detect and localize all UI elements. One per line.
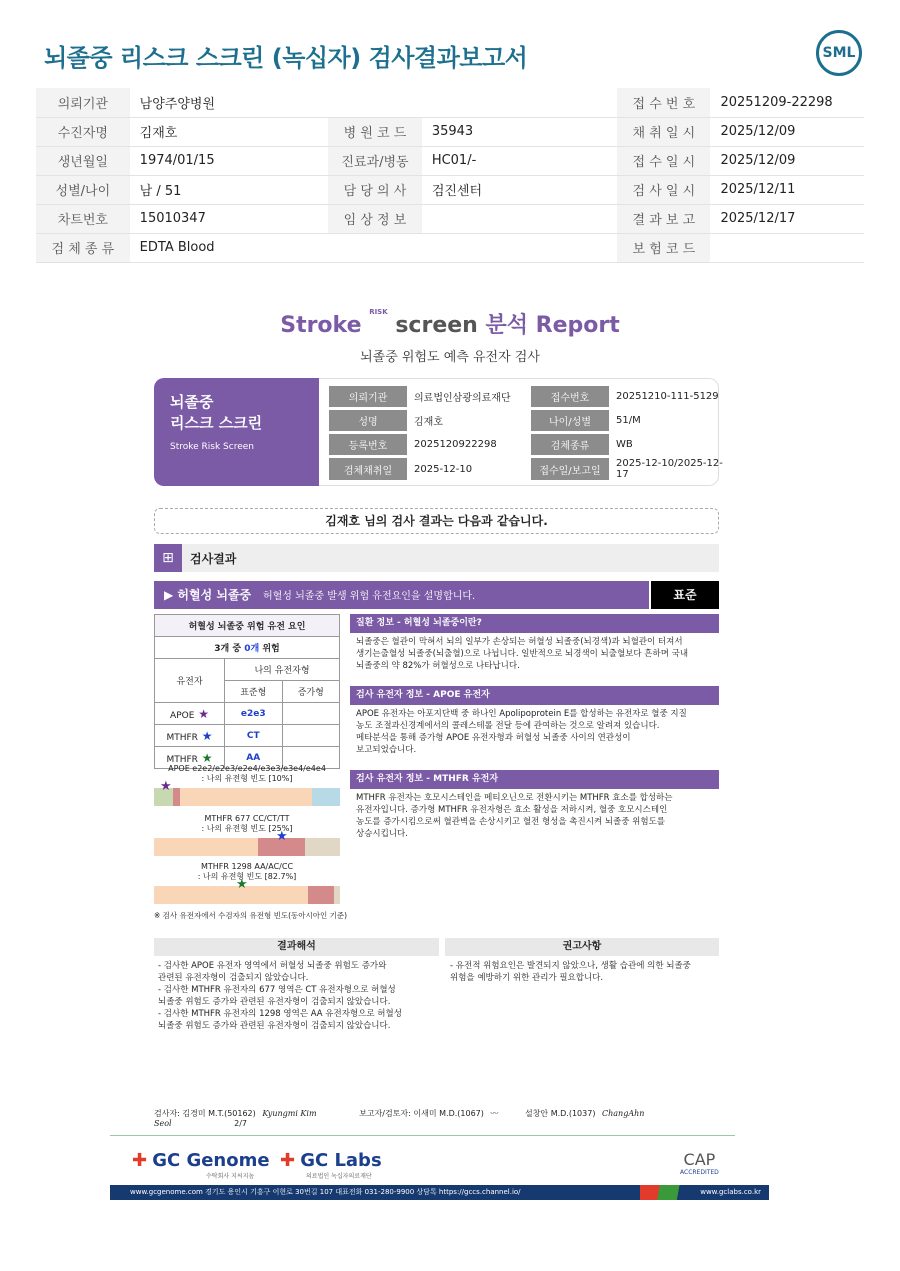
gene-name-cell [155, 703, 225, 725]
summary-post: 위험 [262, 644, 280, 654]
info-value: 2025-12-10/2025-12-17 [616, 458, 723, 480]
header-label [328, 233, 422, 262]
header-value [422, 88, 617, 117]
header-row [36, 117, 864, 146]
brand-stroke: Stroke [280, 313, 362, 338]
gene-risk-table [154, 614, 340, 769]
ischemic-stroke-title: ▶ 허혈성 뇌졸중 [164, 588, 252, 602]
footer-divider [110, 1135, 735, 1136]
genotype-increased [282, 725, 340, 747]
info-panel-line: 메타분석을 통해 증가형 APOE 유전자형과 허혈성 뇌졸중 사이의 연관성이 [356, 733, 631, 743]
gc-cross-icon: ✚ [132, 1150, 148, 1171]
info-panel-line: 생기는출혈성 뇌졸중(뇌출혈)으로 나뉩니다. 일반적으로 뇌경색이 뇌출혈보다 흔하며 국내 [356, 649, 689, 659]
info-panel-line: 농도 조절과신경계에서의 콜레스테롤 전달 등에 관여하는 것으로 알려져 있습니다. [356, 721, 660, 731]
star-icon: ★ [197, 728, 213, 743]
page-number: 2/7 [234, 1119, 248, 1128]
info-row [329, 386, 730, 407]
header-value: 2025/12/09 [710, 117, 864, 146]
recommendation-line: - 유전적 위험요인은 발견되지 않았으나, 생활 습관에 의한 뇌졸중 [450, 961, 691, 971]
info-value: 2025-12-10 [414, 463, 473, 475]
panel-title-1: 뇌졸중 [170, 393, 214, 411]
gene-name: MTHFR [166, 732, 198, 743]
patient-header-table [36, 88, 864, 263]
gc-labs-sub: 의료법인 녹십자의료재단 [306, 1173, 372, 1180]
reviewer2-signature: ChangAhn Seol [154, 1109, 645, 1128]
header-label: 검 체 종 류 [36, 233, 130, 262]
folder-plus-icon: ⊞ [154, 544, 182, 572]
standard-badge: 표준 [651, 581, 719, 609]
header-value: 15010347 [130, 204, 328, 233]
report-subtitle: 뇌졸중 위험도 예측 유전자 검사 [360, 350, 540, 365]
header-label: 성별/나이 [36, 175, 130, 204]
header-value: 2025/12/11 [710, 175, 864, 204]
genotype-standard: AA [225, 747, 283, 769]
interpretation-text [158, 960, 438, 1032]
header-value: 1974/01/15 [130, 146, 328, 175]
frequency-bar-segment [173, 788, 180, 806]
gene-name: MTHFR [166, 754, 198, 765]
frequency-label: APOE e2e2/e2e3/e2e4/e3e3/e3e4/e4e4 [168, 764, 326, 773]
header-label: 접 수 번 호 [617, 88, 710, 117]
header-label: 검 사 일 시 [617, 175, 710, 204]
header-value: HC01/- [422, 146, 617, 175]
gene-table-summary [155, 637, 340, 659]
summary-count: 0개 [244, 644, 260, 654]
frequency-bar-segment [308, 886, 334, 904]
interpretation-line: - 검사한 APOE 유전자 영역에서 허혈성 뇌졸중 위험도 증가와 [158, 961, 387, 971]
frequency-note: ※ 검사 유전자에서 수검자의 유전형 빈도(동아시아인 기준) [154, 911, 348, 920]
info-panel-text [356, 792, 720, 840]
ischemic-stroke-desc: 허혈성 뇌졸중 발생 위험 유전요인을 설명합니다. [262, 591, 476, 602]
frequency-bar-segment [180, 788, 312, 806]
stroke-risk-panel [154, 378, 319, 486]
sml-logo: SML [816, 30, 862, 76]
recommendation-text [450, 960, 720, 984]
header-label: 진료과/병동 [328, 146, 422, 175]
cap-text: CAP [683, 1150, 716, 1169]
header-label: 채 취 일 시 [617, 117, 710, 146]
signature-row [154, 1108, 724, 1128]
header-row [36, 88, 864, 117]
info-value: 2025120922298 [414, 439, 497, 450]
frequency-value: : 나의 유전형 빈도 [82.7%] [197, 872, 297, 881]
header-row [36, 146, 864, 175]
header-row [36, 233, 864, 262]
info-panel-line: MTHFR 유전자는 호모시스테인을 메티오닌으로 전환시키는 MTHFR 효소를 합성하는 [356, 793, 673, 803]
star-icon: ★ [276, 829, 288, 844]
header-label: 보 험 코 드 [617, 233, 710, 262]
header-value: 남 / 51 [130, 175, 328, 204]
info-value: 의료법인삼광의료재단 [414, 393, 511, 404]
reviewer-signature: 〰 [490, 1109, 499, 1118]
frequency-value: : 나의 유전형 빈도 [10%] [201, 774, 293, 783]
col-increased: 증가형 [282, 681, 340, 703]
genotype-standard: CT [225, 725, 283, 747]
reviewer2-name: 설창안 M.D.(1037) [524, 1109, 596, 1118]
header-value: 남양주양병원 [130, 88, 328, 117]
info-label: 나이/성별 [531, 410, 609, 431]
star-icon: ★ [160, 779, 172, 794]
gene-name-cell [155, 725, 225, 747]
info-panel-header: 검사 유전자 정보 - MTHFR 유전자 [350, 770, 719, 789]
header-label: 병 원 코 드 [328, 117, 422, 146]
info-panel-line: 농도를 증가시킴으로써 혈관벽을 손상시키고 혈전 형성을 촉진시켜 뇌졸중 위험도를 [356, 817, 666, 827]
header-row [36, 204, 864, 233]
reviewer-name: 보고자/검토자: 이새미 M.D.(1067) [359, 1109, 484, 1118]
header-label: 임 상 정 보 [328, 204, 422, 233]
header-value: 김재호 [130, 117, 328, 146]
recommendation-title: 권고사항 [445, 938, 719, 956]
info-panel-text [356, 708, 720, 756]
frequency-bar-segment [334, 886, 340, 904]
gene-name: APOE [170, 710, 195, 721]
header-value [710, 233, 864, 262]
info-panel-text [356, 636, 720, 672]
gc-labs-text: GC Labs [300, 1150, 382, 1171]
info-label: 검체종류 [531, 434, 609, 455]
header-label: 수진자명 [36, 117, 130, 146]
info-label: 접수일/보고일 [531, 458, 609, 480]
result-message: 김재호 님의 검사 결과는 다음과 같습니다. [154, 508, 719, 534]
star-icon: ★ [236, 877, 248, 892]
header-value: 2025/12/17 [710, 204, 864, 233]
info-label: 접수번호 [531, 386, 609, 407]
frequency-label: MTHFR 677 CC/CT/TT [204, 814, 290, 823]
interpretation-line: 뇌졸중 위험도 증가와 관련된 유전자형이 검출되지 않았습니다. [158, 997, 391, 1007]
info-panel-header: 질환 정보 - 허혈성 뇌졸중이란? [350, 614, 719, 633]
frequency-bar-segment [312, 788, 340, 806]
gc-cross-icon: ✚ [280, 1150, 296, 1171]
tester-name: 검사자: 김경미 M.T.(50162) [154, 1109, 256, 1118]
header-row [36, 175, 864, 204]
header-label [328, 88, 422, 117]
info-label: 등록번호 [329, 434, 407, 455]
brand-report: 분석 Report [485, 313, 620, 338]
ischemic-stroke-bar [154, 581, 649, 609]
brand-risk: RISK [369, 308, 388, 316]
cap-sub: ACCREDITED [680, 1169, 719, 1176]
report-title: 뇌졸중 리스크 스크린 (녹십자) 검사결과보고서 [44, 44, 528, 72]
header-value [422, 204, 617, 233]
header-label: 생년월일 [36, 146, 130, 175]
info-value: 20251210-111-5129 [616, 391, 719, 402]
header-label: 접 수 일 시 [617, 146, 710, 175]
interpretation-line: - 검사한 MTHFR 유전자의 1298 영역은 AA 유전자형으로 허혈성 [158, 1009, 402, 1019]
info-row [329, 458, 730, 480]
star-icon: ★ [197, 750, 213, 765]
info-panel-line: 상승시킵니다. [356, 829, 408, 839]
panel-title-2: 리스크 스크린 [170, 414, 263, 432]
frequency-label: MTHFR 1298 AA/AC/CC [200, 862, 294, 871]
footer-site: www.gclabs.co.kr [640, 1185, 769, 1200]
frequency-bar-segment [305, 838, 340, 856]
gc-genome-text: GC Genome [152, 1150, 270, 1171]
header-label: 의뢰기관 [36, 88, 130, 117]
info-panel-line: APOE 유전자는 아포지단백 중 하나인 Apolipoprotein E를 합성하는 유전자로 혈중 지질 [356, 709, 687, 719]
info-panel-line: 유전자입니다. 증가형 MTHFR 유전자형은 효소 활성을 저하시켜, 혈중 호모시스테인 [356, 805, 668, 815]
interpretation-line: - 검사한 MTHFR 유전자의 677 영역은 CT 유전자형으로 허혈성 [158, 985, 396, 995]
section-bar [154, 544, 719, 572]
footer-address: www.gcgenome.com 경기도 용인시 기흥구 이현로 30번길 107 대표전화 031-280-9900 상담톡 https://gccs.channel.io/ [130, 1188, 521, 1196]
gene-row [155, 725, 340, 747]
header-value [422, 233, 617, 262]
info-value: WB [616, 439, 633, 450]
info-row [329, 434, 730, 455]
info-panel-line: 뇌졸중은 혈관이 막혀서 뇌의 일부가 손상되는 허혈성 뇌졸중(뇌경색)과 뇌혈관이 터져서 [356, 637, 683, 647]
gc-genome-logo [132, 1150, 270, 1180]
info-value: 51/M [616, 415, 641, 426]
gene-row [155, 703, 340, 725]
info-label: 성명 [329, 410, 407, 431]
col-my-genotype: 나의 유전자형 [225, 659, 340, 681]
panel-title-en: Stroke Risk Screen [170, 442, 254, 452]
frequency-bar-segment [154, 886, 308, 904]
info-panel-line: 보고되었습니다. [356, 745, 417, 755]
genotype-standard: e2e3 [225, 703, 283, 725]
brand-screen: screen [395, 313, 478, 338]
tester-signature: Kyungmi Kim [262, 1109, 317, 1118]
header-value: EDTA Blood [130, 233, 328, 262]
cap-accredited-logo [680, 1150, 719, 1176]
gene-table-title: 허혈성 뇌졸중 위험 유전 요인 [155, 615, 340, 637]
interpretation-line: 뇌졸중 위험도 증가와 관련된 유전자형이 검출되지 않았습니다. [158, 1021, 391, 1031]
info-panel-line: 뇌졸중의 약 82%가 허혈성으로 나타납니다. [356, 661, 520, 671]
summary-pre: 3개 중 [214, 644, 242, 654]
patient-info-table [326, 383, 733, 483]
recommendation-line: 위험을 예방하기 위한 관리가 필요합니다. [450, 973, 604, 983]
info-label: 검체채취일 [329, 458, 407, 480]
frequency-bar-segment [154, 838, 258, 856]
gc-genome-sub: 수탁회사 지씨지놈 [206, 1173, 255, 1180]
info-panel-header: 검사 유전자 정보 - APOE 유전자 [350, 686, 719, 705]
info-label: 의뢰기관 [329, 386, 407, 407]
header-label: 결 과 보 고 [617, 204, 710, 233]
gc-labs-logo [280, 1150, 382, 1180]
header-value: 2025/12/09 [710, 146, 864, 175]
frequency-value: : 나의 유전형 빈도 [25%] [201, 824, 293, 833]
info-row [329, 410, 730, 431]
header-label: 담 당 의 사 [328, 175, 422, 204]
header-value: 35943 [422, 117, 617, 146]
stroke-screen-report-title [0, 308, 900, 339]
genotype-increased [282, 703, 340, 725]
interpretation-title: 결과해석 [154, 938, 439, 956]
header-value: 20251209-22298 [710, 88, 864, 117]
header-label: 차트번호 [36, 204, 130, 233]
interpretation-line: 관련된 유전자형이 검출되지 않았습니다. [158, 973, 309, 983]
col-gene: 유전자 [155, 659, 225, 703]
header-value: 검진센터 [422, 175, 617, 204]
info-value: 김재호 [414, 417, 443, 428]
section-title: 검사결과 [190, 552, 237, 566]
star-icon: ★ [194, 706, 209, 721]
col-standard: 표준형 [225, 681, 283, 703]
